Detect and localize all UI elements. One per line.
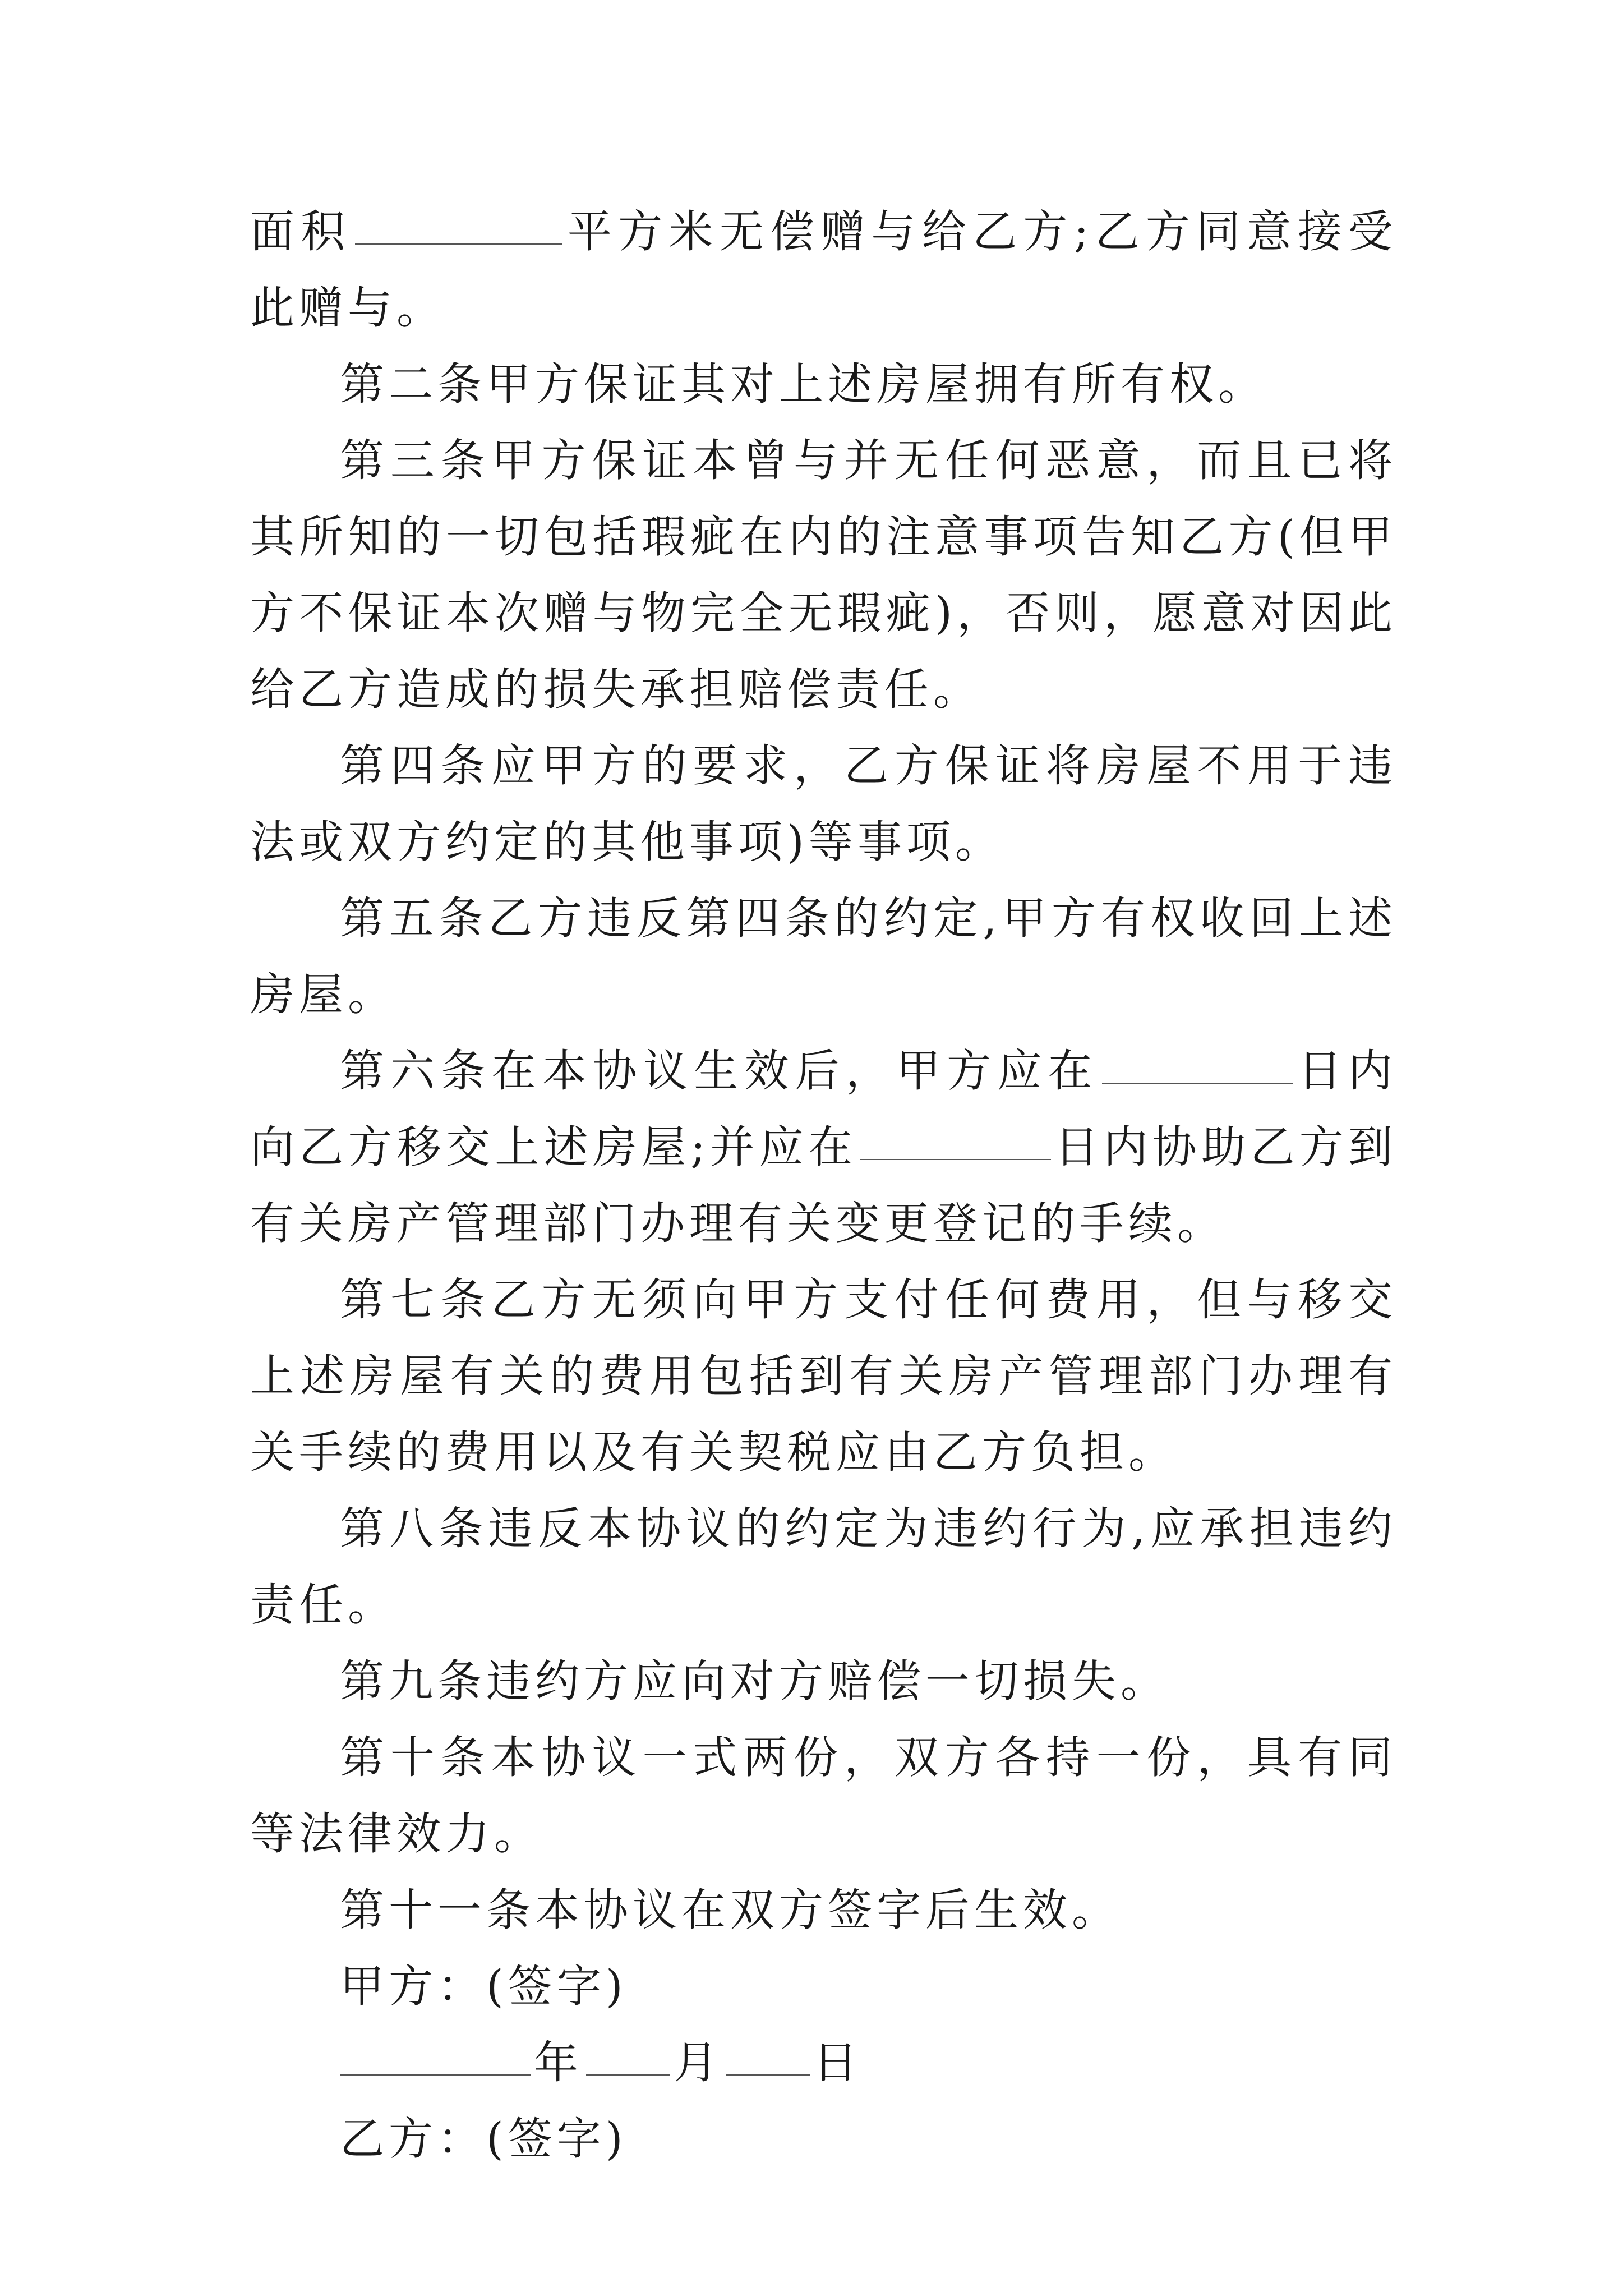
clause-7: 第七条乙方无须向甲方支付任何费用，但与移交上述房屋有关的费用包括到有关房产管理部门办理有关手续的费用以及有关契税应由乙方负担。 bbox=[250, 1274, 1397, 1478]
month-label: 月 bbox=[674, 2037, 722, 2088]
contract-body bbox=[250, 194, 1397, 2177]
clause-4: 第四条应甲方的要求，乙方保证将房屋不用于违法或双方约定的其他事项)等事项。 bbox=[250, 740, 1397, 868]
clause-6-part2: 日内向乙方移交上述房屋;并应在 bbox=[250, 1045, 1398, 1173]
clause-6-part1: 第六条在本协议生效后，甲方应在 bbox=[340, 1045, 1099, 1097]
party-b-signature: 乙方：(签字) bbox=[340, 2113, 628, 2165]
year-label: 年 bbox=[534, 2037, 583, 2088]
clause-6 bbox=[250, 1033, 1397, 1262]
clause-9: 第九条违约方应向对方赔偿一切损失。 bbox=[340, 1655, 1169, 1707]
day-blank[interactable] bbox=[726, 2074, 810, 2076]
party-a-signature: 甲方：(签字) bbox=[340, 1961, 628, 2012]
month-blank[interactable] bbox=[586, 2074, 670, 2076]
clause-5: 第五条乙方违反第四条的约定,甲方有权收回上述房屋。 bbox=[250, 892, 1397, 1020]
area-blank[interactable] bbox=[355, 243, 562, 245]
signing-date bbox=[250, 2024, 1397, 2101]
clause-2: 第二条甲方保证其对上述房屋拥有所有权。 bbox=[340, 358, 1267, 410]
year-blank[interactable] bbox=[340, 2074, 531, 2076]
clause-10: 第十条本协议一式两份，双方各持一份，具有同等法律效力。 bbox=[250, 1732, 1397, 1860]
registration-days-blank[interactable] bbox=[860, 1158, 1051, 1160]
clause-6-part3: 日内协助乙方到有关房产管理部门办理有关变更登记的手续。 bbox=[250, 1121, 1398, 1249]
clause-3: 第三条甲方保证本曾与并无任何恶意，而且已将其所知的一切包括瑕疵在内的注意事项告知乙方(但甲方不保证本次赠与物完全无瑕疵)，否则，愿意对因此给乙方造成的损失承担赔偿责任。 bbox=[250, 435, 1397, 715]
area-text: 平方米无偿赠与给乙方;乙方同意接受此赠与。 bbox=[250, 206, 1398, 334]
handover-days-blank[interactable] bbox=[1102, 1082, 1293, 1084]
clause-11: 第十一条本协议在双方签字后生效。 bbox=[340, 1884, 1121, 1936]
area-label: 面积 bbox=[250, 206, 352, 257]
clause-1-continuation bbox=[250, 194, 1397, 346]
day-label: 日 bbox=[813, 2037, 862, 2088]
clause-8: 第八条违反本协议的约定为违约行为,应承担违约责任。 bbox=[250, 1503, 1397, 1631]
